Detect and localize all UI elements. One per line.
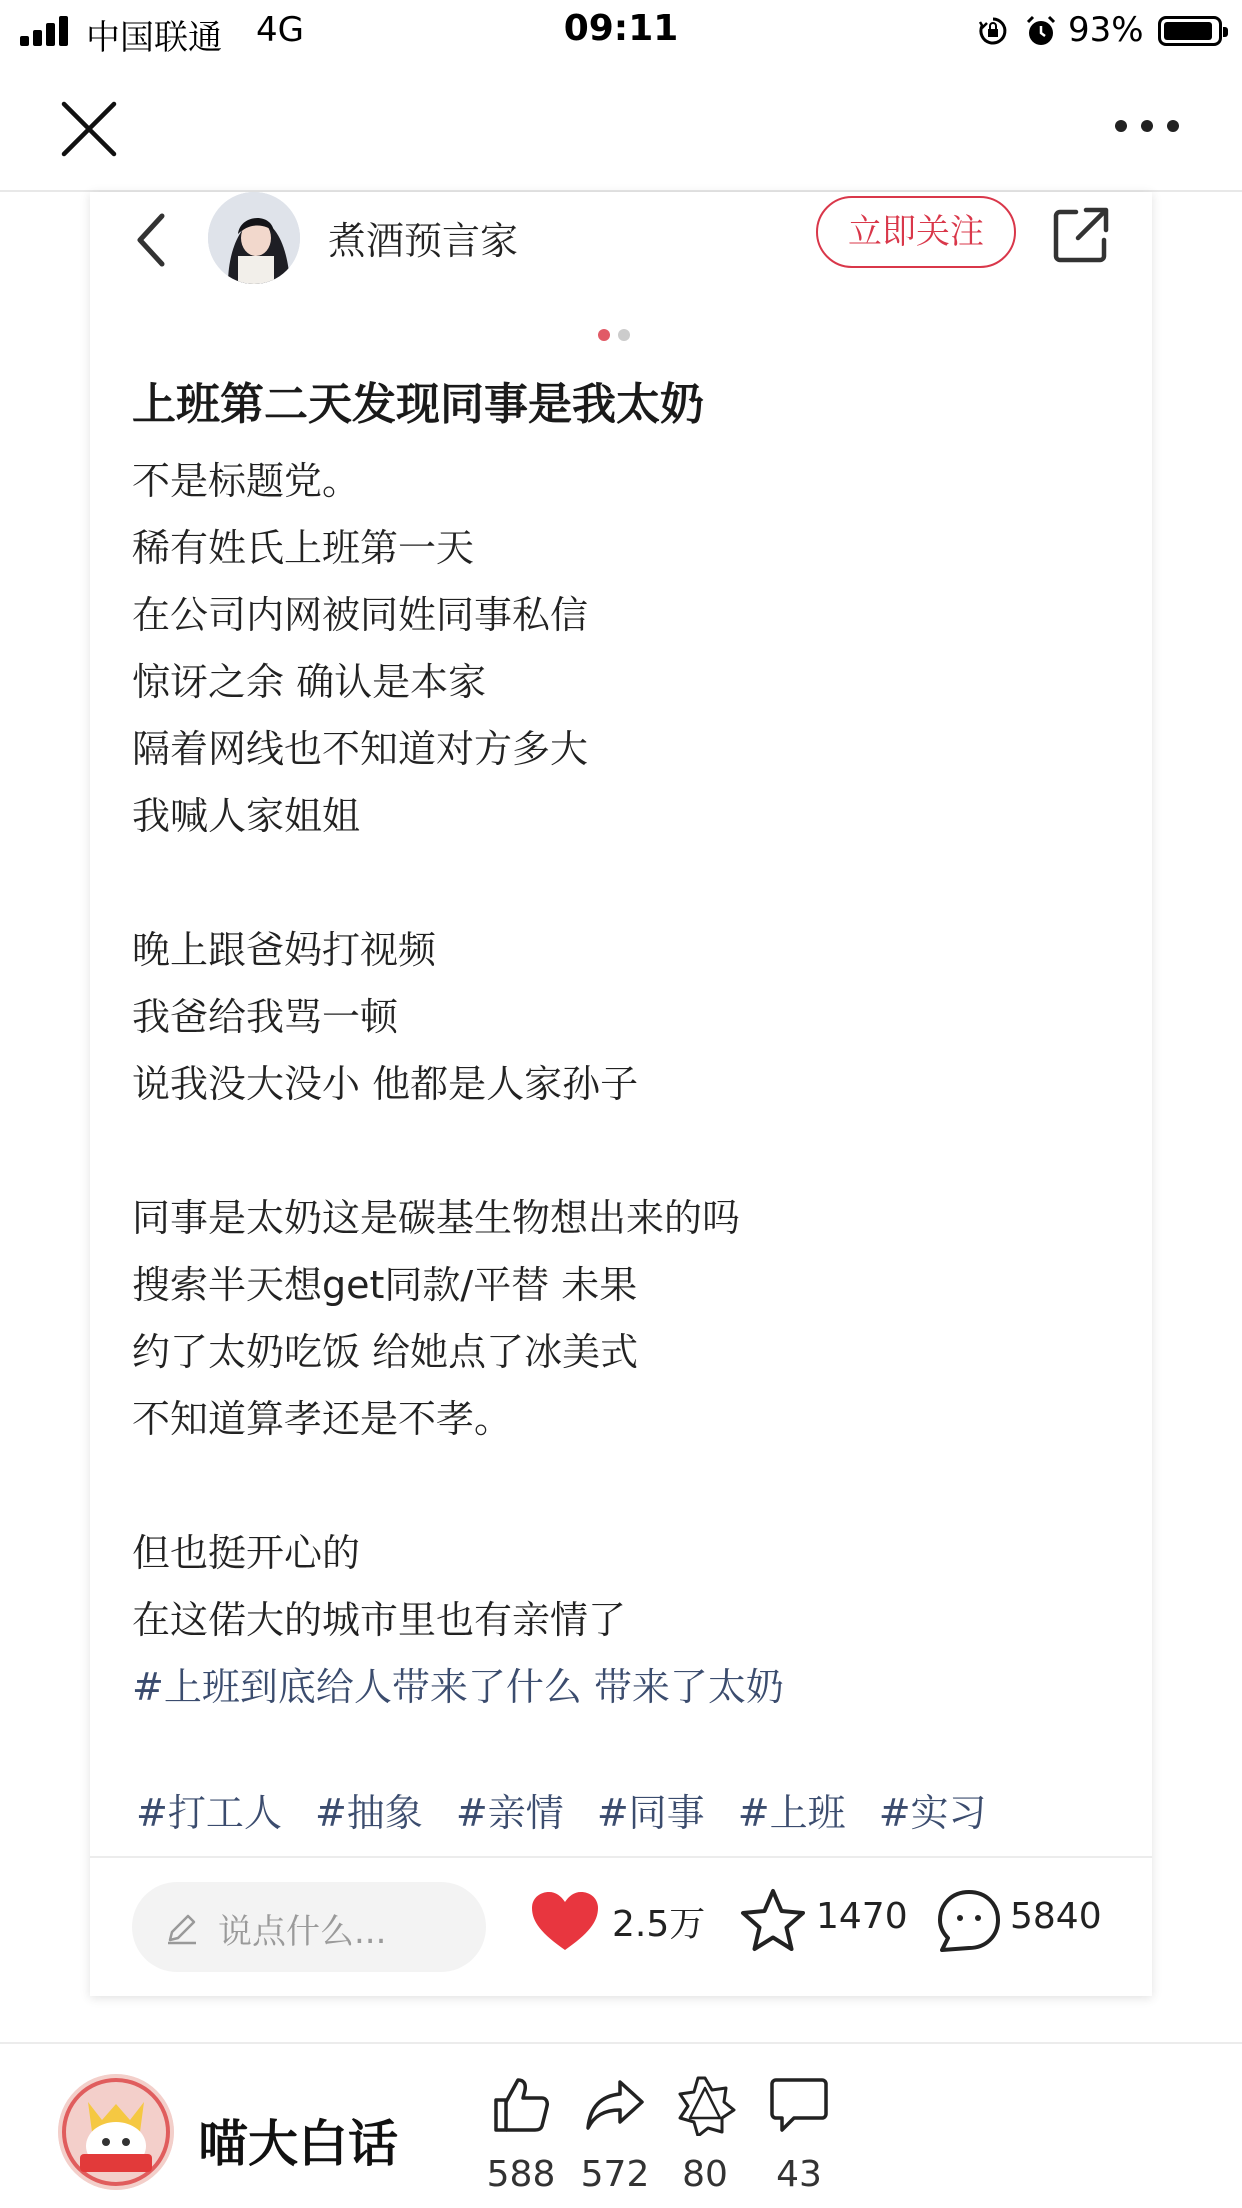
body-line: 说我没大没小 他都是人家孙子 (132, 1062, 639, 1106)
recommend-count: 80 (682, 2154, 728, 2195)
post-body (132, 448, 1112, 1721)
share-arrow-icon (584, 2074, 646, 2136)
poster-name[interactable]: 喵大白话 (198, 2115, 398, 2173)
tag-item[interactable]: #实习 (878, 1791, 987, 1835)
tag-item[interactable]: #亲情 (455, 1791, 564, 1835)
bottom-bar (0, 2042, 1242, 2208)
post-title: 上班第二天发现同事是我太奶 (132, 379, 704, 430)
body-line: 搜索半天想get同款/平替 未果 (132, 1263, 638, 1307)
wow-icon (674, 2074, 736, 2136)
heart-icon[interactable] (530, 1890, 600, 1954)
more-icon[interactable] (1112, 110, 1182, 142)
body-line: 在公司内网被同姓同事私信 (132, 593, 589, 637)
tag-item[interactable]: #打工人 (136, 1791, 282, 1835)
back-icon[interactable] (130, 210, 170, 270)
carousel-dots (598, 326, 638, 345)
body-line: 晚上跟爸妈打视频 (132, 928, 437, 972)
comment-count-bottom: 43 (776, 2154, 822, 2195)
tag-item[interactable]: #抽象 (314, 1791, 423, 1835)
body-line: 同事是太奶这是碳基生物想出来的吗 (132, 1196, 741, 1240)
post-action-bar (90, 1856, 1152, 1996)
share-count: 572 (580, 2154, 650, 2195)
tag-item[interactable]: #同事 (596, 1791, 705, 1835)
follow-button[interactable]: 立即关注 (816, 196, 1016, 268)
share-icon[interactable] (1050, 204, 1112, 266)
alarm-icon (1024, 14, 1058, 48)
body-line: 隔着网线也不知道对方多大 (132, 727, 589, 771)
comment-icon[interactable] (936, 1888, 1002, 1954)
post-screenshot-card (90, 192, 1152, 1996)
nav-bar (0, 62, 1242, 192)
status-bar (0, 0, 1242, 62)
body-line: 不是标题党。 (132, 459, 361, 503)
like-count-bottom: 588 (486, 2154, 556, 2195)
body-line: 我爸给我骂一顿 (132, 995, 399, 1039)
carousel-dot (618, 329, 630, 341)
body-line: 约了太奶吃饭 给她点了冰美式 (132, 1330, 639, 1374)
hashtag-line[interactable]: #上班到底给人带来了什么 带来了太奶 (132, 1665, 784, 1709)
pencil-icon (164, 1910, 200, 1946)
thumbs-up-icon (490, 2074, 552, 2136)
carousel-dot-active (598, 329, 610, 341)
network-type: 4G (256, 10, 304, 50)
poster-avatar[interactable] (58, 2074, 174, 2190)
comment-placeholder: 说点什么... (218, 1912, 387, 1952)
body-line: 惊讶之余 确认是本家 (132, 660, 487, 704)
battery-icon (1158, 16, 1222, 46)
author-avatar[interactable] (208, 192, 300, 284)
carrier-label: 中国联通 (86, 18, 222, 58)
comment-action[interactable] (744, 2074, 854, 2195)
tag-list (136, 1782, 1015, 1837)
body-line: 不知道算孝还是不孝。 (132, 1397, 513, 1441)
rotation-lock-icon (978, 16, 1008, 46)
battery-percent: 93% (1068, 10, 1144, 50)
comment-box-icon (768, 2074, 830, 2136)
close-icon[interactable] (58, 98, 120, 160)
comment-input[interactable] (132, 1882, 486, 1972)
favorite-count: 1470 (816, 1896, 908, 1937)
comment-count: 5840 (1010, 1896, 1102, 1937)
body-line: 但也挺开心的 (132, 1531, 361, 1575)
body-line: 在这偌大的城市里也有亲情了 (132, 1598, 627, 1642)
body-line: 稀有姓氏上班第一天 (132, 526, 475, 570)
body-line (132, 1453, 1112, 1520)
star-icon[interactable] (738, 1886, 808, 1956)
body-line: 我喊人家姐姐 (132, 794, 361, 838)
body-line (132, 850, 1112, 917)
status-time: 09:11 (563, 8, 679, 49)
author-name[interactable]: 煮酒预言家 (328, 219, 519, 263)
like-count: 2.5万 (612, 1904, 706, 1945)
body-line (132, 1118, 1112, 1185)
tag-item[interactable]: #上班 (737, 1791, 846, 1835)
